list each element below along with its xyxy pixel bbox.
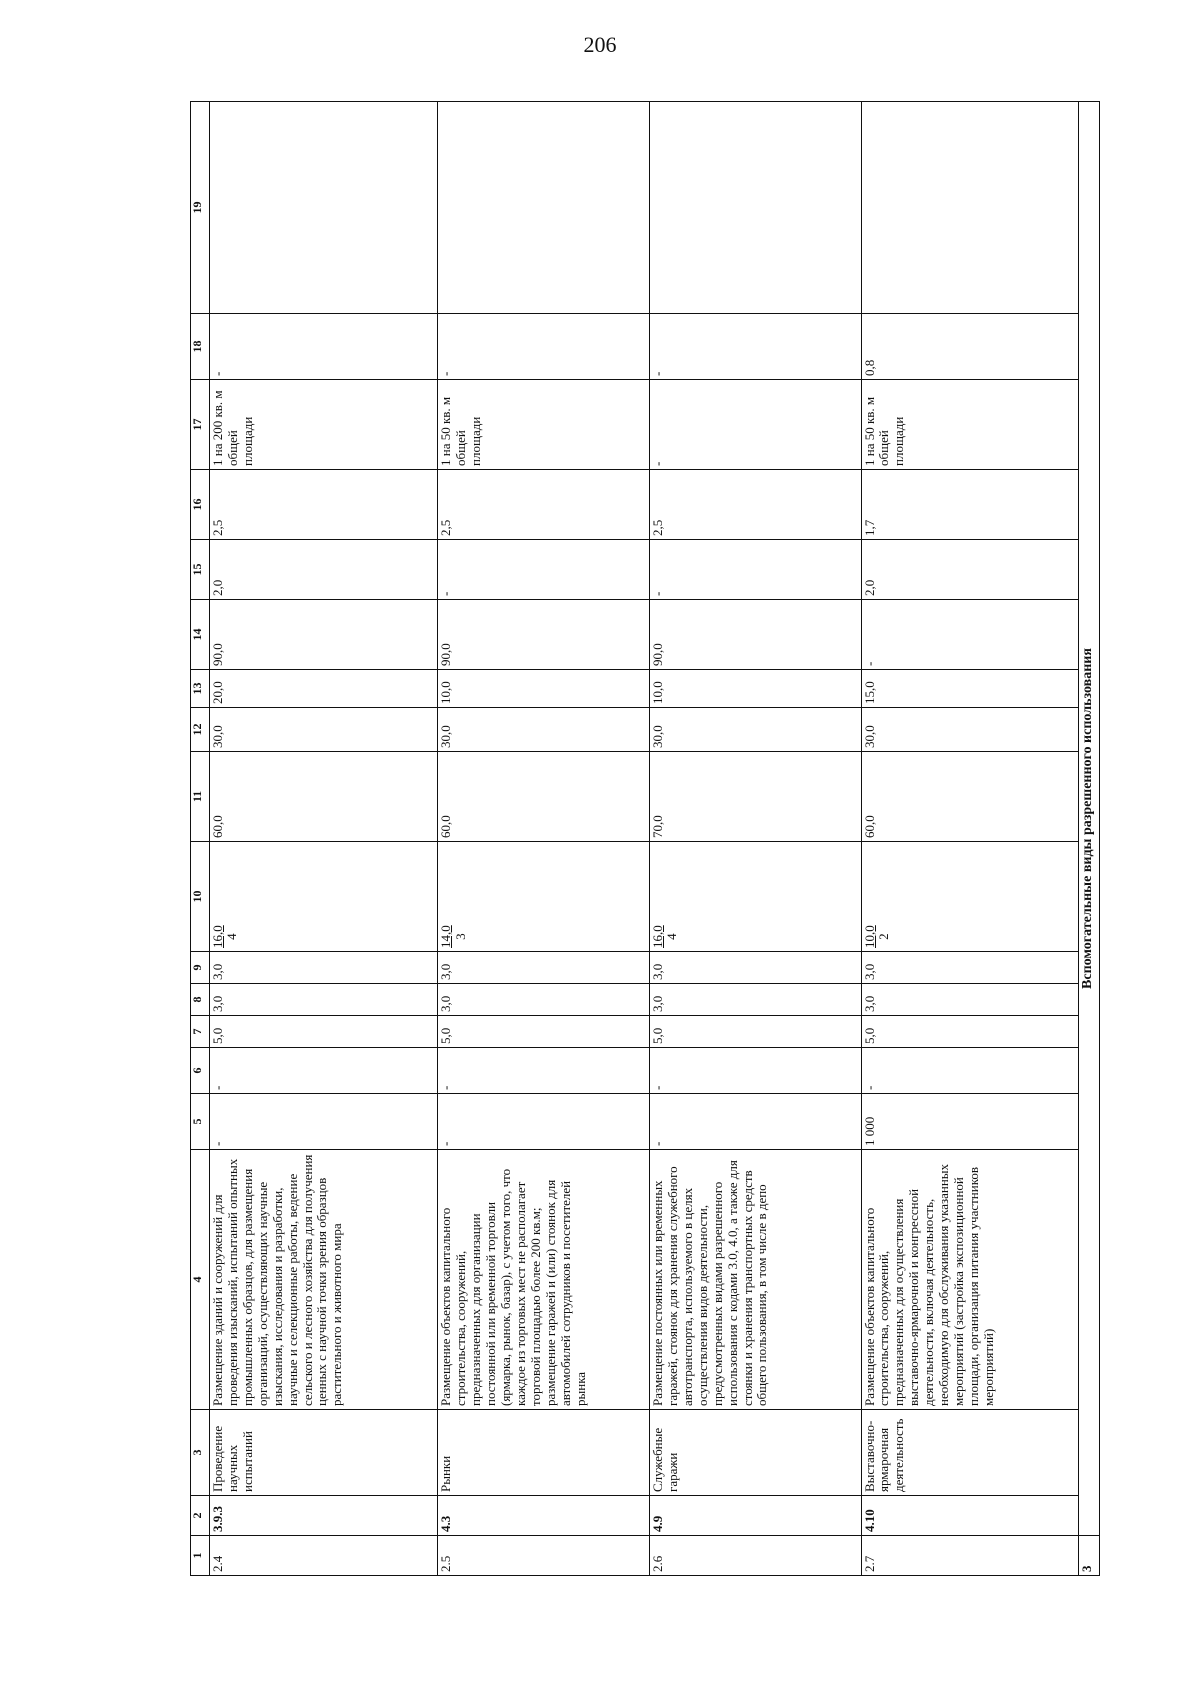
cell-c12: 30,0 xyxy=(649,708,861,752)
header-cell: 13 xyxy=(191,670,210,708)
cell-c18: - xyxy=(209,314,437,380)
header-cell: 18 xyxy=(191,314,210,380)
fraction-bottom: 3 xyxy=(452,933,468,940)
cell-c18: 0,8 xyxy=(861,314,1078,380)
cell-c13: 15,0 xyxy=(861,670,1078,708)
cell-c12: 30,0 xyxy=(209,708,437,752)
rotated-table-container xyxy=(190,106,1100,1576)
cell-c15: 2,0 xyxy=(861,540,1078,600)
section-title: Вспомогательные виды разрешенного использования xyxy=(1078,102,1099,1536)
cell-c18: - xyxy=(649,314,861,380)
header-cell: 9 xyxy=(191,952,210,984)
cell-c16: 2,5 xyxy=(649,470,861,540)
fraction-bottom: 2 xyxy=(875,933,891,940)
cell-c5: - xyxy=(649,1094,861,1150)
use-code: 4.3 xyxy=(438,1496,650,1536)
cell-c12: 30,0 xyxy=(438,708,650,752)
header-cell: 17 xyxy=(191,380,210,470)
cell-c17: 1 на 50 кв. м общей площади xyxy=(438,380,650,470)
use-code: 3.9.3 xyxy=(209,1496,437,1536)
cell-c13: 10,0 xyxy=(438,670,650,708)
section-number: 3 xyxy=(1078,1536,1099,1576)
cell-c15: 2,0 xyxy=(209,540,437,600)
page-number: 206 xyxy=(583,32,617,57)
cell-c15: - xyxy=(438,540,650,600)
cell-c9: 3,0 xyxy=(861,952,1078,984)
cell-c9: 3,0 xyxy=(438,952,650,984)
cell-c11: 70,0 xyxy=(649,752,861,842)
cell-c9: 3,0 xyxy=(209,952,437,984)
table-row xyxy=(861,102,1078,1576)
cell-c10 xyxy=(649,842,861,952)
table-row xyxy=(649,102,861,1576)
fraction-bottom: 4 xyxy=(224,933,240,940)
fraction-top: 14,0 xyxy=(438,925,454,948)
header-cell: 11 xyxy=(191,752,210,842)
cell-c13: 10,0 xyxy=(649,670,861,708)
cell-c7: 5,0 xyxy=(438,1016,650,1048)
row-number: 2.4 xyxy=(209,1536,437,1576)
fraction-top: 10,0 xyxy=(861,925,877,948)
cell-c14: - xyxy=(861,600,1078,670)
cell-c11: 60,0 xyxy=(438,752,650,842)
cell-c6: - xyxy=(209,1048,437,1094)
cell-c8: 3,0 xyxy=(209,984,437,1016)
cell-c10 xyxy=(209,842,437,952)
cell-c16: 1,7 xyxy=(861,470,1078,540)
cell-c7: 5,0 xyxy=(861,1016,1078,1048)
row-number: 2.6 xyxy=(649,1536,861,1576)
cell-c19 xyxy=(861,102,1078,314)
cell-c6: - xyxy=(861,1048,1078,1094)
header-cell: 8 xyxy=(191,984,210,1016)
cell-c15: - xyxy=(649,540,861,600)
header-cell: 4 xyxy=(191,1150,210,1410)
cell-c17: - xyxy=(649,380,861,470)
cell-c19 xyxy=(209,102,437,314)
cell-c5: - xyxy=(209,1094,437,1150)
cell-c19 xyxy=(649,102,861,314)
use-description: Размещение объектов капитального строительства, сооружений, предназначенных для организации постоянной или временной торговли (ярмарка, рынок, базар), с учетом того, что каждое из торговых мест не располагает торговой площадью более 200 кв.м; размещение гаражей и (или) стоянок для автомобилей сотрудников и посетителей рынка xyxy=(438,1150,650,1410)
cell-c13: 20,0 xyxy=(209,670,437,708)
use-name: Рынки xyxy=(438,1410,650,1496)
use-name: Служебные гаражи xyxy=(649,1410,861,1496)
cell-c11: 60,0 xyxy=(209,752,437,842)
cell-c17: 1 на 50 кв. м общей площади xyxy=(861,380,1078,470)
cell-c16: 2,5 xyxy=(209,470,437,540)
table-row xyxy=(209,102,437,1576)
cell-c14: 90,0 xyxy=(438,600,650,670)
row-number: 2.7 xyxy=(861,1536,1078,1576)
header-cell: 19 xyxy=(191,102,210,314)
cell-c11: 60,0 xyxy=(861,752,1078,842)
cell-c10 xyxy=(861,842,1078,952)
header-row xyxy=(191,102,210,1576)
cell-c5: 1 000 xyxy=(861,1094,1078,1150)
header-cell: 12 xyxy=(191,708,210,752)
cell-c10 xyxy=(438,842,650,952)
use-description: Размещение объектов капитального строительства, сооружений, предназначенных для осуществления выставочно-ярмарочной и конгрессной деятельности, включая деятельность, необходимую для обслуживания указанных мероприятий (застройка экспозиционной площади, организация питания участников мероприятий) xyxy=(861,1150,1078,1410)
cell-c14: 90,0 xyxy=(649,600,861,670)
cell-c17: 1 на 200 кв. м общей площади xyxy=(209,380,437,470)
header-cell: 6 xyxy=(191,1048,210,1094)
header-cell: 10 xyxy=(191,842,210,952)
cell-c12: 30,0 xyxy=(861,708,1078,752)
fraction-top: 16,0 xyxy=(209,925,225,948)
header-cell: 5 xyxy=(191,1094,210,1150)
cell-c14: 90,0 xyxy=(209,600,437,670)
zoning-table xyxy=(190,101,1100,1576)
use-name: Проведение научных испытаний xyxy=(209,1410,437,1496)
cell-c6: - xyxy=(438,1048,650,1094)
cell-c7: 5,0 xyxy=(649,1016,861,1048)
use-code: 4.10 xyxy=(861,1496,1078,1536)
cell-c9: 3,0 xyxy=(649,952,861,984)
fraction-bottom: 4 xyxy=(664,933,680,940)
row-number: 2.5 xyxy=(438,1536,650,1576)
fraction-top: 16,0 xyxy=(649,925,665,948)
header-cell: 15 xyxy=(191,540,210,600)
section-row xyxy=(1078,102,1099,1576)
cell-c16: 2,5 xyxy=(438,470,650,540)
use-description: Размещение постоянных или временных гаражей, стоянок для хранения служебного автотранспорта, используемого в целях осуществления видов деятельности, предусмотренных видами разрешенного использования с кодами 3.0, 4.0, а также для стоянки и хранения транспортных средств общего пользования, в том числе в депо xyxy=(649,1150,861,1410)
cell-c18: - xyxy=(438,314,650,380)
header-cell: 1 xyxy=(191,1536,210,1576)
header-cell: 7 xyxy=(191,1016,210,1048)
cell-c6: - xyxy=(649,1048,861,1094)
cell-c19 xyxy=(438,102,650,314)
header-cell: 3 xyxy=(191,1410,210,1496)
header-cell: 14 xyxy=(191,600,210,670)
cell-c7: 5,0 xyxy=(209,1016,437,1048)
use-description: Размещение зданий и сооружений для проведения изысканий, испытаний опытных промышленных образцов, для размещения организаций, осуществляющих научные изыскания, исследования и разработки, научные и селекционные работы, ведение сельского и лесного хозяйства для получения ценных с научной точки зрения образцов растительного и животного мира xyxy=(209,1150,437,1410)
cell-c8: 3,0 xyxy=(438,984,650,1016)
use-code: 4.9 xyxy=(649,1496,861,1536)
use-name: Выставочно-ярмарочная деятельность xyxy=(861,1410,1078,1496)
cell-c5: - xyxy=(438,1094,650,1150)
cell-c8: 3,0 xyxy=(861,984,1078,1016)
table-row xyxy=(438,102,650,1576)
cell-c8: 3,0 xyxy=(649,984,861,1016)
header-cell: 2 xyxy=(191,1496,210,1536)
header-cell: 16 xyxy=(191,470,210,540)
